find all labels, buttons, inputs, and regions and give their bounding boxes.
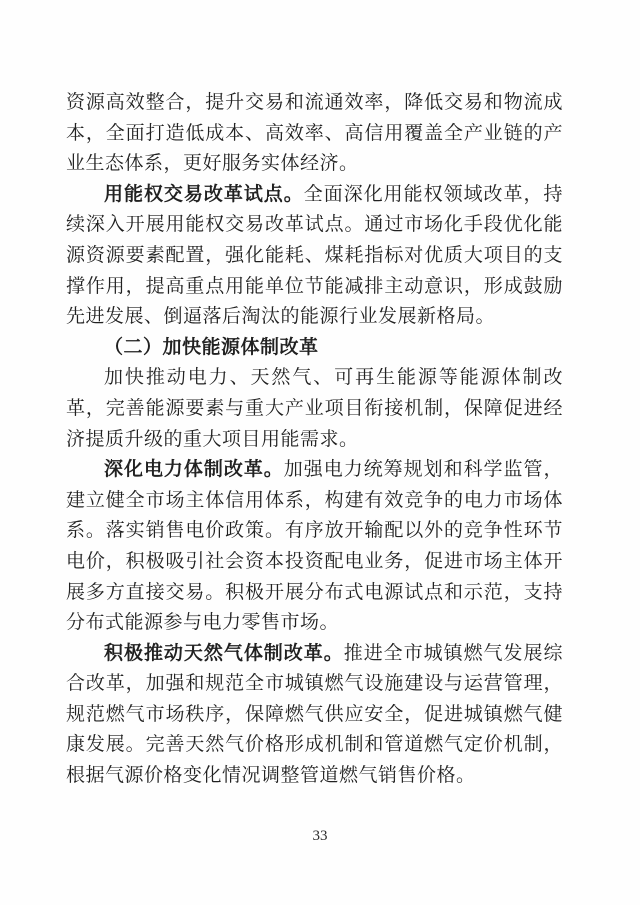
paragraph-lead-bold: 积极推动天然气体制改革。 — [104, 642, 344, 664]
paragraph-power-system-reform — [66, 455, 563, 639]
paragraph-continuation — [66, 88, 563, 180]
section-heading-text: （二）加快能源体制改革 — [104, 336, 319, 358]
paragraph-text: 推进全市城镇燃气发展综合改革，加强和规范全市城镇燃气设施建设与运营管理，规范燃气市场秩序，保障燃气供应安全，促进城镇燃气健康发展。完善天然气价格形成机制和管道燃气定价机制，根据气源价格变化情况调整管道燃气销售价格。 — [66, 642, 563, 787]
paragraph-text: 资源高效整合，提升交易和流通效率，降低交易和物流成本，全面打造低成本、高效率、高信用覆盖全产业链的产业生态体系，更好服务实体经济。 — [66, 92, 563, 175]
page-number: 33 — [312, 828, 328, 844]
paragraph-text: 全面深化用能权领域改革，持续深入开展用能权交易改革试点。通过市场化手段优化能源资源要素配置，强化能耗、煤耗指标对优质大项目的支撑作用，提高重点用能单位节能减排主动意识，形成鼓励先进发展、倒逼落后淘汰的能源行业发展新格局。 — [66, 183, 563, 328]
paragraph-text: 加快推动电力、天然气、可再生能源等能源体制改革，完善能源要素与重大产业项目衔接机制，保障促进经济提质升级的重大项目用能需求。 — [66, 367, 563, 450]
paragraph-lead-bold: 用能权交易改革试点。 — [104, 183, 304, 205]
paragraph-section-intro — [66, 363, 563, 455]
paragraph-energy-rights-trading — [66, 180, 563, 333]
paragraph-lead-bold: 深化电力体制改革。 — [104, 459, 284, 481]
paragraph-natural-gas-reform — [66, 639, 563, 792]
section-heading — [66, 333, 563, 364]
document-body — [66, 88, 563, 792]
paragraph-text: 加强电力统筹规划和科学监管，建立健全市场主体信用体系，构建有效竞争的电力市场体系。落实销售电价政策。有序放开输配以外的竞争性环节电价，积极吸引社会资本投资配电业务，促进市场主体开展多方直接交易。积极开展分布式电源试点和示范，支持分布式能源参与电力零售市场。 — [66, 459, 563, 634]
